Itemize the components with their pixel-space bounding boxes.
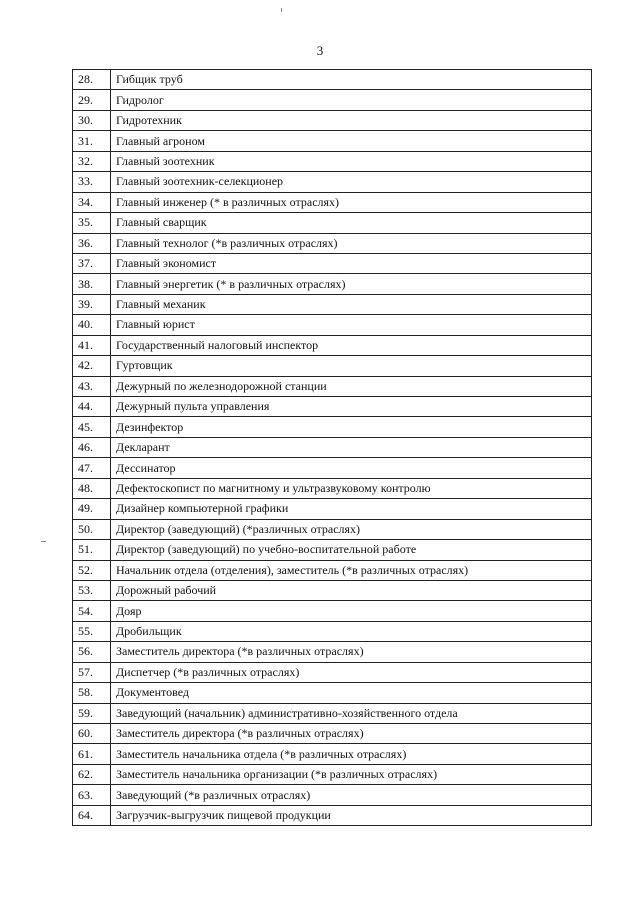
table-row (73, 499, 592, 519)
row-number: 33. (73, 172, 111, 192)
occupation-name: Главный сварщик (111, 213, 592, 233)
occupation-name: Директор (заведующий) по учебно-воспитательной работе (111, 540, 592, 560)
table-row (73, 397, 592, 417)
occupation-name: Дежурный по железнодорожной станции (111, 376, 592, 396)
table-row (73, 642, 592, 662)
row-number: 57. (73, 662, 111, 682)
row-number: 40. (73, 315, 111, 335)
row-number: 43. (73, 376, 111, 396)
occupation-name: Дефектоскопист по магнитному и ультразвуковому контролю (111, 478, 592, 498)
occupation-table (72, 69, 592, 826)
table-row (73, 376, 592, 396)
table-row (73, 478, 592, 498)
occupation-name: Заведующий (*в различных отраслях) (111, 785, 592, 805)
row-number: 46. (73, 437, 111, 457)
table-row (73, 764, 592, 784)
row-number: 64. (73, 805, 111, 825)
table-row (73, 90, 592, 110)
table-row (73, 724, 592, 744)
table-row (73, 335, 592, 355)
row-number: 38. (73, 274, 111, 294)
occupation-name: Документовед (111, 683, 592, 703)
table-row (73, 437, 592, 457)
occupation-name: Дробильщик (111, 621, 592, 641)
occupation-name: Дессинатор (111, 458, 592, 478)
table-row (73, 703, 592, 723)
occupation-name: Дизайнер компьютерной графики (111, 499, 592, 519)
table-row (73, 70, 592, 90)
table-row (73, 213, 592, 233)
occupation-name: Гуртовщик (111, 356, 592, 376)
table-row (73, 519, 592, 539)
occupation-name: Гидролог (111, 90, 592, 110)
row-number: 45. (73, 417, 111, 437)
row-number: 41. (73, 335, 111, 355)
table-row (73, 601, 592, 621)
table-row (73, 621, 592, 641)
row-number: 29. (73, 90, 111, 110)
row-number: 56. (73, 642, 111, 662)
row-number: 35. (73, 213, 111, 233)
row-number: 30. (73, 110, 111, 130)
table-row (73, 131, 592, 151)
row-number: 28. (73, 70, 111, 90)
occupation-name: Заместитель директора (*в различных отраслях) (111, 642, 592, 662)
table-row (73, 192, 592, 212)
occupation-name: Диспетчер (*в различных отраслях) (111, 662, 592, 682)
row-number: 63. (73, 785, 111, 805)
occupation-name: Гидротехник (111, 110, 592, 130)
occupation-name: Гибщик труб (111, 70, 592, 90)
row-number: 32. (73, 151, 111, 171)
occupation-name: Главный зоотехник-селекционер (111, 172, 592, 192)
table-row (73, 315, 592, 335)
occupation-name: Дезинфектор (111, 417, 592, 437)
occupation-name: Главный энергетик (* в различных отраслях) (111, 274, 592, 294)
row-number: 34. (73, 192, 111, 212)
row-number: 60. (73, 724, 111, 744)
occupation-name: Главный инженер (* в различных отраслях) (111, 192, 592, 212)
table-row (73, 233, 592, 253)
occupation-name: Главный экономист (111, 253, 592, 273)
scan-mark (41, 541, 46, 542)
row-number: 62. (73, 764, 111, 784)
scan-mark (281, 8, 282, 12)
table-row (73, 417, 592, 437)
row-number: 37. (73, 253, 111, 273)
row-number: 58. (73, 683, 111, 703)
occupation-name: Заведующий (начальник) административно-хозяйственного отдела (111, 703, 592, 723)
row-number: 52. (73, 560, 111, 580)
row-number: 39. (73, 294, 111, 314)
table-row (73, 356, 592, 376)
table-row (73, 580, 592, 600)
table-row (73, 662, 592, 682)
occupation-name: Директор (заведующий) (*различных отраслях) (111, 519, 592, 539)
row-number: 59. (73, 703, 111, 723)
row-number: 54. (73, 601, 111, 621)
occupation-name: Дорожный рабочий (111, 580, 592, 600)
row-number: 51. (73, 540, 111, 560)
occupation-name: Заместитель начальника организации (*в различных отраслях) (111, 764, 592, 784)
occupation-name: Главный агроном (111, 131, 592, 151)
occupation-name: Главный зоотехник (111, 151, 592, 171)
table-row (73, 151, 592, 171)
row-number: 42. (73, 356, 111, 376)
row-number: 36. (73, 233, 111, 253)
table-row (73, 744, 592, 764)
table-row (73, 294, 592, 314)
occupation-name: Дояр (111, 601, 592, 621)
occupation-name: Главный юрист (111, 315, 592, 335)
table-row (73, 683, 592, 703)
row-number: 47. (73, 458, 111, 478)
row-number: 48. (73, 478, 111, 498)
occupation-name: Главный технолог (*в различных отраслях) (111, 233, 592, 253)
row-number: 31. (73, 131, 111, 151)
occupation-name: Главный механик (111, 294, 592, 314)
occupation-name: Начальник отдела (отделения), заместитель (*в различных отраслях) (111, 560, 592, 580)
row-number: 50. (73, 519, 111, 539)
row-number: 49. (73, 499, 111, 519)
table-row (73, 785, 592, 805)
occupation-name: Загрузчик-выгрузчик пищевой продукции (111, 805, 592, 825)
table-row (73, 458, 592, 478)
table-row (73, 274, 592, 294)
row-number: 53. (73, 580, 111, 600)
table-body (73, 70, 592, 826)
occupation-name: Государственный налоговый инспектор (111, 335, 592, 355)
table-row (73, 540, 592, 560)
row-number: 44. (73, 397, 111, 417)
table-row (73, 805, 592, 825)
occupation-name: Заместитель начальника отдела (*в различных отраслях) (111, 744, 592, 764)
table-row (73, 253, 592, 273)
table-row (73, 172, 592, 192)
occupation-name: Декларант (111, 437, 592, 457)
table-row (73, 560, 592, 580)
occupation-name: Дежурный пульта управления (111, 397, 592, 417)
row-number: 61. (73, 744, 111, 764)
table-row (73, 110, 592, 130)
row-number: 55. (73, 621, 111, 641)
page-number: 3 (316, 43, 324, 58)
occupation-name: Заместитель директора (*в различных отраслях) (111, 724, 592, 744)
